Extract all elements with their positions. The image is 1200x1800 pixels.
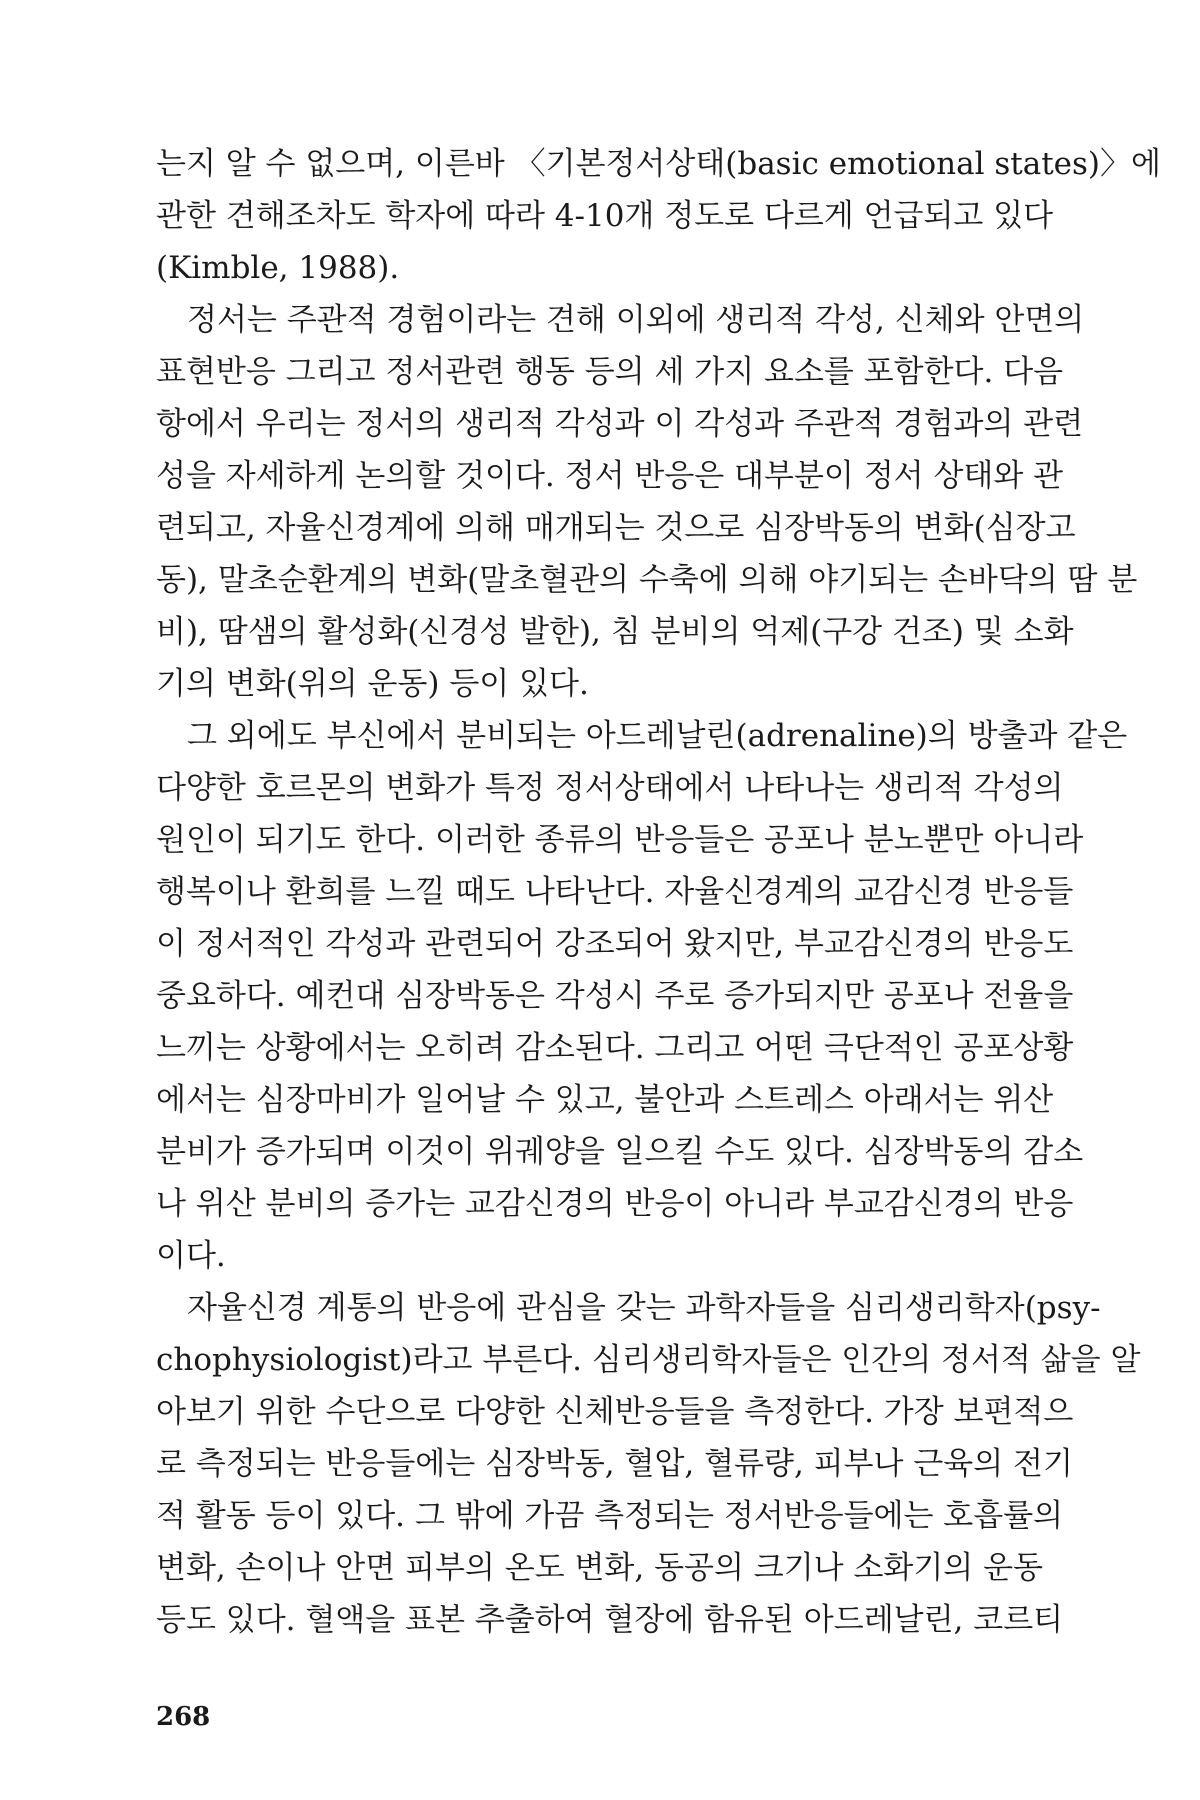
text-line: 이 정서적인 각성과 관련되어 강조되어 왔지만, 부교감신경의 반응도 — [156, 926, 1074, 962]
text-line: 로 측정되는 반응들에는 심장박동, 혈압, 혈류량, 피부나 근육의 전기 — [156, 1446, 1073, 1482]
text-line: 성을 자세하게 논의할 것이다. 정서 반응은 대부분이 정서 상태와 관 — [156, 458, 1064, 494]
text-line: 행복이나 환희를 느낄 때도 나타난다. 자율신경계의 교감신경 반응들 — [156, 874, 1074, 910]
text-line: 는지 알 수 없으며, 이른바 〈기본정서상태(basic emotional states)〉에 — [156, 146, 1161, 182]
text-line: 느끼는 상황에서는 오히려 감소된다. 그리고 어떤 극단적인 공포상황 — [156, 1030, 1074, 1066]
text-line: 다양한 호르몬의 변화가 특정 정서상태에서 나타나는 생리적 각성의 — [156, 770, 1064, 806]
page-number: 268 — [156, 1702, 211, 1732]
text-line: 항에서 우리는 정서의 생리적 각성과 이 각성과 주관적 경험과의 관련 — [156, 406, 1084, 442]
text-line: 정서는 주관적 경험이라는 견해 이외에 생리적 각성, 신체와 안면의 — [187, 302, 1085, 338]
text-line: 에서는 심장마비가 일어날 수 있고, 불안과 스트레스 아래서는 위산 — [156, 1082, 1054, 1118]
text-line: 나 위산 분비의 증가는 교감신경의 반응이 아니라 부교감신경의 반응 — [156, 1186, 1074, 1222]
text-line: 자율신경 계통의 반응에 관심을 갖는 과학자들을 심리생리학자(psy- — [187, 1290, 1101, 1326]
text-line: 아보기 위한 수단으로 다양한 신체반응들을 측정한다. 가장 보편적으 — [156, 1394, 1074, 1430]
text-line: chophysiologist)라고 부른다. 심리생리학자들은 인간의 정서적 삶을 알 — [156, 1342, 1141, 1378]
text-line: 이다. — [156, 1238, 226, 1274]
text-line: 원인이 되기도 한다. 이러한 종류의 반응들은 공포나 분노뿐만 아니라 — [156, 822, 1084, 858]
text-line: 련되고, 자율신경계에 의해 매개되는 것으로 심장박동의 변화(심장고 — [156, 510, 1076, 546]
text-line: (Kimble, 1988). — [156, 250, 400, 286]
text-line: 관한 견해조차도 학자에 따라 4-10개 정도로 다르게 언급되고 있다 — [156, 198, 1054, 234]
text-line: 비), 땀샘의 활성화(신경성 발한), 침 분비의 억제(구강 건조) 및 소화 — [156, 614, 1074, 650]
text-line: 동), 말초순환계의 변화(말초혈관의 수축에 의해 야기되는 손바닥의 땀 분 — [156, 562, 1138, 598]
text-line: 표현반응 그리고 정서관련 행동 등의 세 가지 요소를 포함한다. 다음 — [156, 354, 1064, 390]
text-line: 등도 있다. 혈액을 표본 추출하여 혈장에 함유된 아드레날린, 코르티 — [156, 1602, 1064, 1638]
body-text — [156, 138, 1161, 1646]
text-line: 변화, 손이나 안면 피부의 온도 변화, 동공의 크기나 소화기의 운동 — [156, 1550, 1043, 1586]
text-line: 분비가 증가되며 이것이 위궤양을 일으킬 수도 있다. 심장박동의 감소 — [156, 1134, 1084, 1170]
text-line: 기의 변화(위의 운동) 등이 있다. — [156, 666, 589, 702]
text-line: 중요하다. 예컨대 심장박동은 각성시 주로 증가되지만 공포나 전율을 — [156, 978, 1074, 1014]
text-line: 그 외에도 부신에서 분비되는 아드레날린(adrenaline)의 방출과 같은 — [187, 718, 1128, 754]
text-line: 적 활동 등이 있다. 그 밖에 가끔 측정되는 정서반응들에는 호흡률의 — [156, 1498, 1064, 1534]
